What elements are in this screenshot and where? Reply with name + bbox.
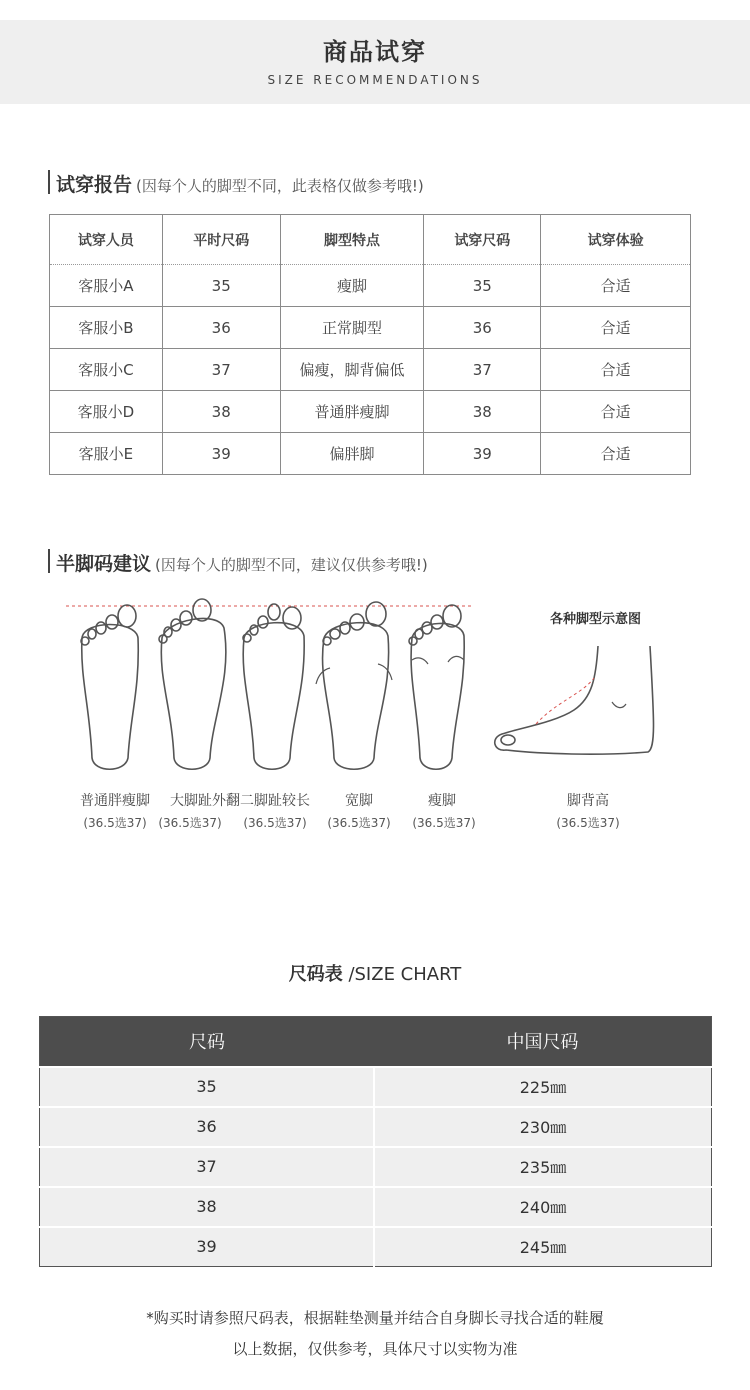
foot-label: 瘦脚: [428, 793, 456, 809]
trial-col-header: 试穿体验: [541, 215, 691, 265]
trial-cell: 合适: [541, 265, 691, 307]
trial-cell: 客服小A: [50, 265, 163, 307]
size-table: [39, 1016, 712, 1267]
foot-narrow-icon: [409, 605, 464, 769]
table-row: [40, 1227, 712, 1267]
trial-header-row: [50, 215, 691, 265]
foot-sub: (36.5选37): [243, 816, 307, 830]
trial-cell: 35: [424, 265, 541, 307]
foot-sub: (36.5选37): [556, 816, 620, 830]
trial-table: [49, 214, 691, 475]
foot-sub: (36.5选37): [158, 816, 222, 830]
trial-cell: 37: [424, 349, 541, 391]
table-row: [50, 349, 691, 391]
size-cell: 36: [40, 1107, 374, 1147]
foot-illustrations: [0, 598, 750, 848]
page-subtitle: SIZE RECOMMENDATIONS: [267, 73, 483, 87]
trial-section-title: [48, 170, 424, 194]
foot-normal-icon: [81, 605, 138, 769]
trial-title: 试穿报告: [56, 174, 133, 196]
trial-col-header: 平时尺码: [162, 215, 280, 265]
size-col-header: 中国尺码: [374, 1017, 712, 1067]
trial-cell: 39: [162, 433, 280, 475]
footnote-1: *购买时请参照尺码表，根据鞋垫测量并结合自身脚长寻找合适的鞋履: [146, 1309, 604, 1327]
trial-cell: 合适: [541, 349, 691, 391]
table-row: [40, 1147, 712, 1187]
trial-cell: 偏胖脚: [280, 433, 424, 475]
size-cell: 240㎜: [374, 1187, 712, 1227]
foot-label: 宽脚: [345, 793, 373, 809]
foot-label: 大脚趾外翻: [170, 793, 240, 809]
table-row: [50, 391, 691, 433]
size-cell: 35: [40, 1067, 374, 1107]
table-row: [50, 265, 691, 307]
trial-cell: 38: [162, 391, 280, 433]
size-chart-title: [0, 960, 750, 986]
table-row: [40, 1187, 712, 1227]
foot-long-second-toe-icon: [243, 604, 304, 769]
foot-sub: (36.5选37): [412, 816, 476, 830]
trial-cell: 合适: [541, 391, 691, 433]
trial-cell: 瘦脚: [280, 265, 424, 307]
foot-bunion-icon: [159, 599, 226, 769]
trial-col-header: 试穿人员: [50, 215, 163, 265]
half-title: 半脚码建议: [56, 553, 152, 575]
footnote-2: 以上数据，仅供参考，具体尺寸以实物为准: [232, 1340, 518, 1358]
half-note: (因每个人的脚型不同，建议仅供参考哦!): [155, 556, 428, 574]
trial-cell: 客服小C: [50, 349, 163, 391]
foot-label: 脚背高: [567, 793, 609, 809]
foot-label: 二脚趾较长: [240, 793, 310, 809]
table-row: [40, 1107, 712, 1147]
foot-label: 普通胖瘦脚: [80, 793, 150, 809]
trial-cell: 35: [162, 265, 280, 307]
size-cell: 38: [40, 1187, 374, 1227]
table-row: [50, 433, 691, 475]
size-chart-title-en: /SIZE CHART: [348, 964, 462, 985]
table-row: [40, 1067, 712, 1107]
trial-cell: 合适: [541, 433, 691, 475]
size-cell: 245㎜: [374, 1227, 712, 1267]
trial-col-header: 试穿尺码: [424, 215, 541, 265]
trial-cell: 38: [424, 391, 541, 433]
trial-cell: 客服小B: [50, 307, 163, 349]
table-row: [50, 307, 691, 349]
size-cell: 39: [40, 1227, 374, 1267]
size-header-row: [40, 1017, 712, 1067]
trial-cell: 客服小E: [50, 433, 163, 475]
foot-sub: (36.5选37): [83, 816, 147, 830]
trial-col-header: 脚型特点: [280, 215, 424, 265]
trial-cell: 正常脚型: [280, 307, 424, 349]
page-title: 商品试穿: [323, 38, 427, 66]
size-col-header: 尺码: [40, 1017, 374, 1067]
foot-high-instep-icon: [495, 646, 654, 754]
size-cell: 37: [40, 1147, 374, 1187]
size-cell: 235㎜: [374, 1147, 712, 1187]
trial-cell: 偏瘦，脚背偏低: [280, 349, 424, 391]
trial-cell: 普通胖瘦脚: [280, 391, 424, 433]
trial-cell: 37: [162, 349, 280, 391]
trial-cell: 36: [162, 307, 280, 349]
diagram-title: 各种脚型示意图: [550, 612, 642, 627]
size-cell: 230㎜: [374, 1107, 712, 1147]
page-header: [0, 20, 750, 104]
trial-note: (因每个人的脚型不同，此表格仅做参考哦!): [136, 177, 424, 195]
trial-cell: 合适: [541, 307, 691, 349]
size-cell: 225㎜: [374, 1067, 712, 1107]
trial-cell: 39: [424, 433, 541, 475]
half-section-title: [48, 549, 428, 573]
trial-cell: 客服小D: [50, 391, 163, 433]
trial-cell: 36: [424, 307, 541, 349]
size-chart-title-cn: 尺码表: [288, 964, 343, 985]
foot-sub: (36.5选37): [327, 816, 391, 830]
foot-wide-icon: [316, 602, 392, 769]
